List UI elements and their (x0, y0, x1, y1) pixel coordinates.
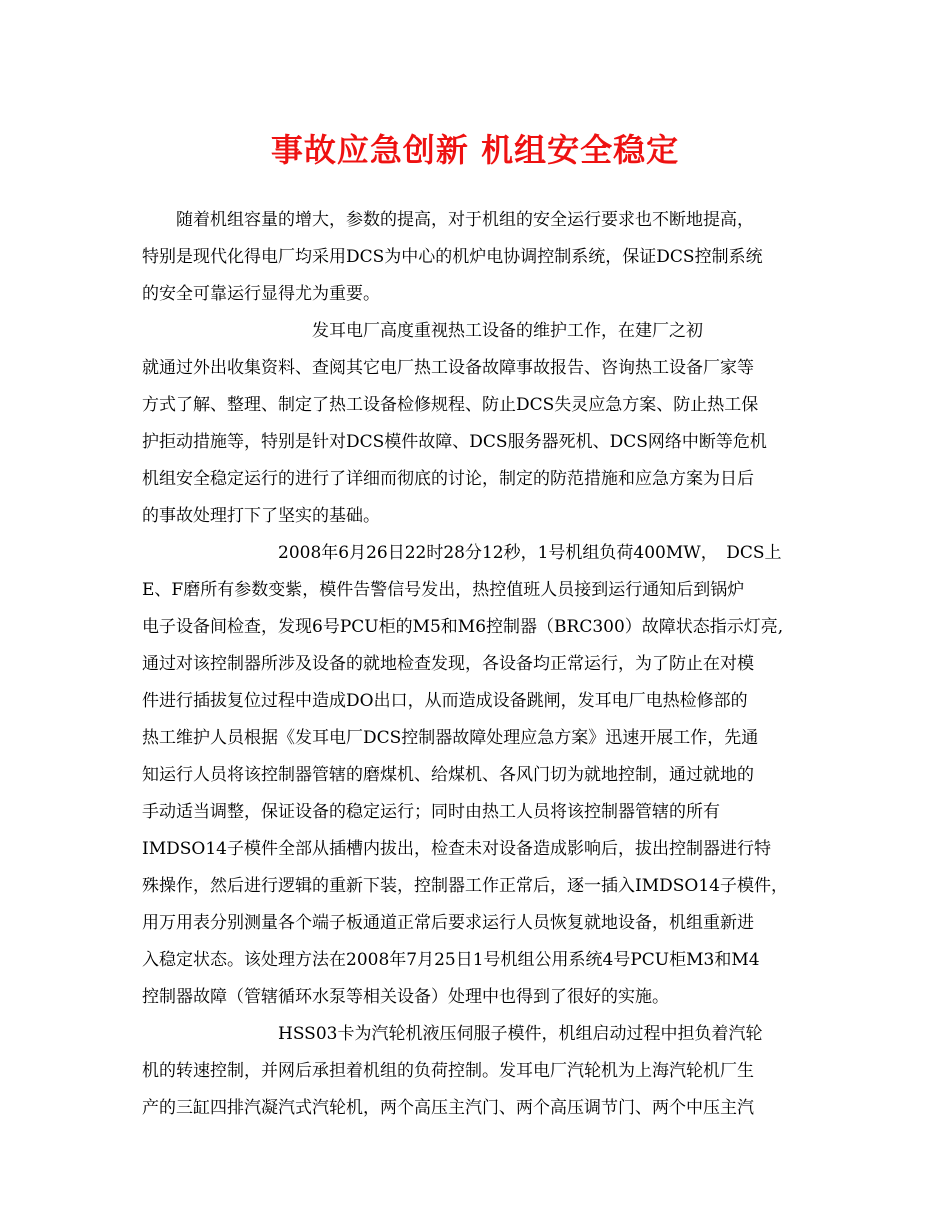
body-line: 护拒动措施等，特别是针对DCS模件故障、DCS服务器死机、DCS网络中断等危机 (142, 432, 767, 452)
body-line: 入稳定状态。该处理方法在2008年7月25日1号机组公用系统4号PCU柜M3和M4 (142, 950, 760, 970)
body-line: 手动适当调整，保证设备的稳定运行；同时由热工人员将该控制器管辖的所有 (142, 802, 720, 822)
body-line: E、F磨所有参数变紫，模件告警信号发出，热控值班人员接到运行通知后到锅炉 (142, 580, 745, 600)
body-line: 控制器故障（管辖循环水泵等相关设备）处理中也得到了很好的实施。 (142, 987, 669, 1007)
body-line: 方式了解、整理、制定了热工设备检修规程、防止DCS失灵应急方案、防止热工保 (142, 395, 759, 415)
body-line: 的安全可靠运行显得尤为重要。 (142, 284, 380, 304)
body-line: 产的三缸四排汽凝汽式汽轮机，两个高压主汽门、两个高压调节门、两个中压主汽 (142, 1098, 754, 1118)
body-line: 2008年6月26日22时28分12秒，1号机组负荷400MW， DCS上 (142, 543, 782, 563)
body-line: 特别是现代化得电厂均采用DCS为中心的机炉电协调控制系统，保证DCS控制系统 (142, 247, 763, 267)
body-line: 用万用表分别测量各个端子板通道正常后要求运行人员恢复就地设备，机组重新进 (142, 913, 754, 933)
body-line: 随着机组容量的增大，参数的提高，对于机组的安全运行要求也不断地提高， (142, 210, 754, 230)
body-line: 通过对该控制器所涉及设备的就地检查发现，各设备均正常运行，为了防止在对模 (142, 654, 754, 674)
body-line: 件进行插拔复位过程中造成DO出口，从而造成设备跳闸，发耳电厂电热检修部的 (142, 691, 748, 711)
document-title: 事故应急创新 机组安全稳定 (270, 131, 680, 169)
body-line: 发耳电厂高度重视热工设备的维护工作，在建厂之初 (142, 321, 703, 341)
body-line: 知运行人员将该控制器管辖的磨煤机、给煤机、各风门切为就地控制，通过就地的 (142, 765, 754, 785)
body-line: 殊操作，然后进行逻辑的重新下装，控制器工作正常后，逐一插入IMDSO14子模件， (142, 876, 788, 896)
body-line: 的事故处理打下了坚实的基础。 (142, 506, 380, 526)
body-line: 机的转速控制，并网后承担着机组的负荷控制。发耳电厂汽轮机为上海汽轮机厂生 (142, 1061, 754, 1081)
body-line: IMDSO14子模件全部从插槽内拔出，检查未对设备造成影响后，拔出控制器进行特 (142, 839, 771, 859)
body-line: HSS03卡为汽轮机液压伺服子模件，机组启动过程中担负着汽轮 (142, 1024, 763, 1044)
body-line: 电子设备间检查，发现6号PCU柜的M5和M6控制器（BRC300）故障状态指示灯亮, (142, 617, 784, 637)
body-line: 就通过外出收集资料、查阅其它电厂热工设备故障事故报告、咨询热工设备厂家等 (142, 358, 754, 378)
body-line: 热工维护人员根据《发耳电厂DCS控制器故障处理应急方案》迅速开展工作，先通 (142, 728, 759, 748)
body-line: 机组安全稳定运行的进行了详细而彻底的讨论，制定的防范措施和应急方案为日后 (142, 469, 754, 489)
